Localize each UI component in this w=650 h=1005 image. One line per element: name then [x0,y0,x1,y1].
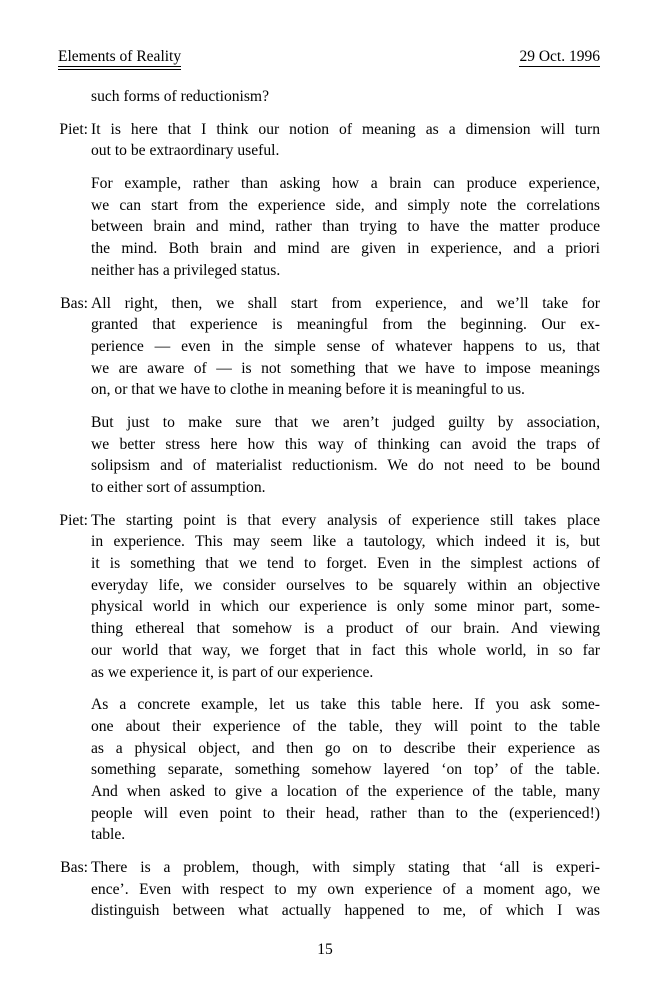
text-line: It is here that I think our notion of meaning as a dimension will turn [91,120,600,138]
text-line: everyday life, we consider ourselves to be squarely within an objective [91,576,600,594]
text-line: But just to make sure that we aren’t judged guilty by association, [91,413,600,431]
dialogue-turn [60,857,600,922]
text-line: solipsism and of materialist reductionism. We do not need to be bound [91,457,600,475]
text-line: as a physical object, and then go on to describe their experience as [91,739,600,757]
header-title-underline-2 [58,69,181,70]
text-line: the mind. Both brain and mind are given in experience, and a priori [91,240,600,258]
text-line: in experience. This may seem like a tautology, which indeed it is, but [91,533,600,551]
text-line: table. [91,826,126,844]
speaker-label: Piet: [59,120,88,138]
text-line: perience — even in the simple sense of whatever happens to us, that [91,337,600,355]
dialogue-paragraph [91,412,600,499]
header-title-text: Elements of Reality [58,48,182,65]
running-header-date [519,47,600,67]
text-line: All right, then, we shall start from experience, and we’ll take for [91,294,600,312]
text-line: out to be extraordinary useful. [91,142,280,160]
text-line: For example, rather than asking how a brain can produce experience, [91,175,600,193]
speaker-label: Piet: [59,511,88,529]
paragraph-gap [0,162,650,173]
running-header-title [58,47,181,67]
speaker-label: Bas: [60,294,88,312]
header-date-text: 29 Oct. 1996 [519,48,600,65]
text-line: people will even point to their head, rather than to the (experienced!) [91,804,600,822]
speaker-label: Bas: [60,859,88,876]
header-date-underline [519,66,600,67]
text-line: thing ethereal that somehow is a product of our brain. And viewing [91,620,600,638]
text-line: The starting point is that every analysis of experience still takes place [91,511,600,529]
text-line: we are aware of — is not something that we have to impose meanings [91,359,600,377]
text-line: something separate, something somehow layered ‘on top’ of the table. [91,761,600,779]
dialogue-turn [59,510,600,684]
paragraph-gap [0,108,650,119]
text-line: physical world in which our experience is only some minor part, some- [91,598,600,616]
text-line: to either sort of assumption. [91,479,266,496]
paragraph-gap [0,401,650,412]
paragraph-gap [0,683,650,694]
dialogue-paragraph [91,173,600,281]
paragraph-gap [0,282,650,293]
text-line: between brain and mind, rather than trying to have the matter produce [91,218,600,236]
text-line: on, or that we have to clothe in meaning before it is meaningful to us. [91,381,525,399]
text-line: one about their experience of the table, they will point to the table [91,717,600,735]
text-line: distinguish between what actually happened to me, of which I was [91,902,600,920]
text-line: such forms of reductionism? [91,88,269,105]
text-line: we can start from the experience side, and simply note the correlations [91,196,600,214]
header-title-underline-1 [58,66,181,67]
text-line: as we experience it, is part of our experience. [91,663,374,681]
text-line: There is a problem, though, with simply stating that ‘all is experi- [91,859,600,876]
text-line: ence’. Even with respect to my own experience of a moment ago, we [91,880,600,898]
paragraph-gap [0,846,650,857]
text-line: As a concrete example, let us take this table here. If you ask some- [91,696,600,714]
text-line: we better stress here how this way of thinking can avoid the traps of [91,435,600,453]
dialogue-paragraph [91,694,600,846]
page-number: 15 [317,941,333,958]
dialogue-turn [60,293,600,401]
text-line: neither has a privileged status. [91,261,281,279]
text-line: it is something that we tend to forget. Even in the simplest actions of [91,555,600,573]
dialogue-body [0,86,650,922]
text-line: granted that experience is meaningful from the beginning. Our ex- [91,316,600,334]
dialogue-paragraph [91,86,600,108]
dialogue-turn [59,119,600,162]
text-line: our world that way, we forget that in fact this whole world, in so far [91,641,600,659]
paragraph-gap [0,499,650,510]
text-line: And when asked to give a location of the experience of the table, many [91,782,600,800]
